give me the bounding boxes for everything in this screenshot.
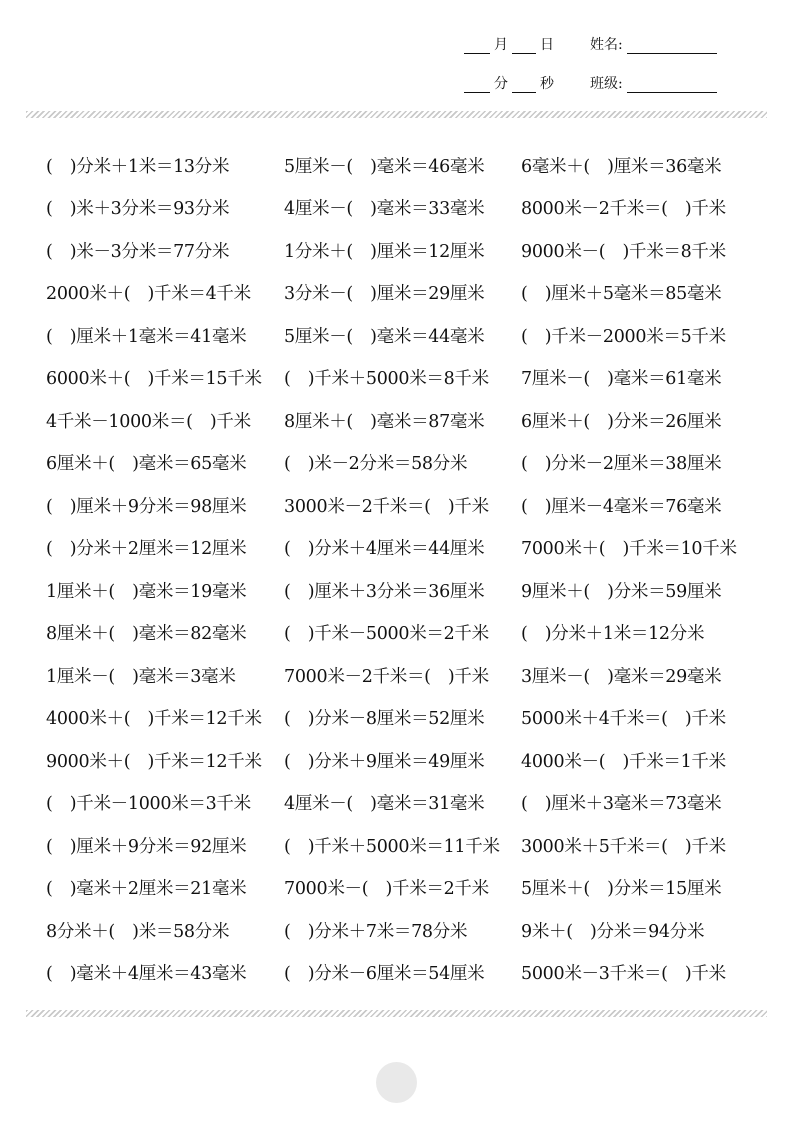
day-blank[interactable]: [512, 41, 536, 54]
conversion-problem: ( )毫米＋2厘米＝21毫米: [46, 879, 247, 900]
conversion-problem: 9000米－( )千米＝8千米: [521, 241, 726, 262]
name-field[interactable]: [627, 41, 717, 54]
conversion-problem: ( )米－3分米＝77分米: [46, 241, 230, 262]
name-label: 姓名:: [590, 37, 623, 53]
conversion-problem: 4厘米－( )毫米＝33毫米: [284, 199, 485, 220]
conversion-problem: ( )分米＋7米＝78分米: [284, 921, 468, 942]
conversion-problem: ( )厘米－4毫米＝76毫米: [521, 496, 722, 517]
conversion-problem: 7000米－2千米＝( )千米: [284, 666, 489, 687]
conversion-problem: ( )千米＋5000米＝11千米: [284, 836, 500, 857]
conversion-problem: ( )分米－6厘米＝54厘米: [284, 964, 485, 985]
conversion-problem: ( )厘米＋5毫米＝85毫米: [521, 284, 722, 305]
conversion-problem: ( )千米－1000米＝3千米: [46, 794, 251, 815]
conversion-problem: 5厘米－( )毫米＝46毫米: [284, 156, 485, 177]
conversion-problem: 1厘米＋( )毫米＝19毫米: [46, 581, 247, 602]
conversion-problem: 5厘米－( )毫米＝44毫米: [284, 326, 485, 347]
conversion-problem: ( )分米＋2厘米＝12厘米: [46, 539, 247, 560]
problem-row: [46, 484, 766, 527]
conversion-problem: 8厘米＋( )毫米＝82毫米: [46, 624, 247, 645]
conversion-problem: 4000米－( )千米＝1千米: [521, 751, 726, 772]
second-blank[interactable]: [512, 80, 536, 93]
conversion-problem: 2000米＋( )千米＝4千米: [46, 284, 251, 305]
problem-row: [46, 229, 766, 272]
conversion-problem: 3分米－( )厘米＝29厘米: [284, 284, 485, 305]
conversion-problem: ( )厘米＋3毫米＝73毫米: [521, 794, 722, 815]
conversion-problem: 1厘米－( )毫米＝3毫米: [46, 666, 236, 687]
conversion-problem: 9000米＋( )千米＝12千米: [46, 751, 262, 772]
conversion-problem: 5厘米＋( )分米＝15厘米: [521, 879, 722, 900]
conversion-problem: 3000米＋5千米＝( )千米: [521, 836, 726, 857]
time-row: [464, 73, 717, 93]
conversion-problem: ( )分米＋4厘米＝44厘米: [284, 539, 485, 560]
problem-row: [46, 187, 766, 230]
conversion-problem: ( )千米－5000米＝2千米: [284, 624, 489, 645]
conversion-problem: ( )米－2分米＝58分米: [284, 454, 468, 475]
bottom-divider: [26, 1010, 767, 1017]
problem-row: [46, 442, 766, 485]
problem-row: [46, 314, 766, 357]
problem-row: [46, 357, 766, 400]
conversion-problem: ( )分米＋1米＝12分米: [521, 624, 705, 645]
conversion-problem: 7000米＋( )千米＝10千米: [521, 539, 737, 560]
conversion-problem: ( )厘米＋1毫米＝41毫米: [46, 326, 247, 347]
conversion-problem: 6000米＋( )千米＝15千米: [46, 369, 262, 390]
conversion-problem: 7厘米－( )毫米＝61毫米: [521, 369, 722, 390]
month-label: 月: [494, 37, 508, 53]
conversion-problem: 9厘米＋( )分米＝59厘米: [521, 581, 722, 602]
conversion-problem: ( )分米＋9厘米＝49厘米: [284, 751, 485, 772]
conversion-problem: 6厘米＋( )毫米＝65毫米: [46, 454, 247, 475]
problem-grid: [46, 144, 766, 994]
conversion-problem: 4000米＋( )千米＝12千米: [46, 709, 262, 730]
conversion-problem: 8分米＋( )米＝58分米: [46, 921, 230, 942]
month-blank[interactable]: [464, 41, 490, 54]
conversion-problem: 4厘米－( )毫米＝31毫米: [284, 794, 485, 815]
class-label: 班级:: [590, 76, 623, 92]
problem-row: [46, 824, 766, 867]
minute-blank[interactable]: [464, 80, 490, 93]
conversion-problem: 5000米－3千米＝( )千米: [521, 964, 726, 985]
conversion-problem: ( )米＋3分米＝93分米: [46, 199, 230, 220]
problem-row: [46, 909, 766, 952]
problem-row: [46, 782, 766, 825]
conversion-problem: 6厘米＋( )分米＝26厘米: [521, 411, 722, 432]
conversion-problem: 5000米＋4千米＝( )千米: [521, 709, 726, 730]
minute-label: 分: [494, 76, 508, 92]
conversion-problem: 3厘米－( )毫米＝29毫米: [521, 666, 722, 687]
conversion-problem: ( )分米－8厘米＝52厘米: [284, 709, 485, 730]
problem-row: [46, 569, 766, 612]
conversion-problem: ( )分米＋1米＝13分米: [46, 156, 230, 177]
class-field[interactable]: [627, 80, 717, 93]
conversion-problem: ( )千米－2000米＝5千米: [521, 326, 726, 347]
day-label: 日: [540, 37, 554, 53]
second-label: 秒: [540, 76, 554, 92]
problem-row: [46, 654, 766, 697]
conversion-problem: 8厘米＋( )毫米＝87毫米: [284, 411, 485, 432]
problem-row: [46, 144, 766, 187]
conversion-problem: ( )厘米＋9分米＝92厘米: [46, 836, 247, 857]
problem-row: [46, 952, 766, 995]
conversion-problem: 8000米－2千米＝( )千米: [521, 199, 726, 220]
conversion-problem: 3000米－2千米＝( )千米: [284, 496, 489, 517]
conversion-problem: 4千米－1000米＝( )千米: [46, 411, 251, 432]
conversion-problem: ( )毫米＋4厘米＝43毫米: [46, 964, 247, 985]
conversion-problem: ( )分米－2厘米＝38厘米: [521, 454, 722, 475]
problem-row: [46, 527, 766, 570]
conversion-problem: ( )厘米＋3分米＝36厘米: [284, 581, 485, 602]
problem-row: [46, 612, 766, 655]
conversion-problem: 9米＋( )分米＝94分米: [521, 921, 705, 942]
problem-row: [46, 272, 766, 315]
page-number-badge: [376, 1062, 417, 1103]
conversion-problem: ( )厘米＋9分米＝98厘米: [46, 496, 247, 517]
conversion-problem: 1分米＋( )厘米＝12厘米: [284, 241, 485, 262]
problem-row: [46, 399, 766, 442]
conversion-problem: ( )千米＋5000米＝8千米: [284, 369, 489, 390]
top-divider: [26, 111, 767, 118]
problem-row: [46, 739, 766, 782]
problem-row: [46, 697, 766, 740]
problem-row: [46, 867, 766, 910]
conversion-problem: 7000米－( )千米＝2千米: [284, 879, 489, 900]
date-row: [464, 34, 717, 54]
worksheet-header: [0, 0, 793, 110]
conversion-problem: 6毫米＋( )厘米＝36毫米: [521, 156, 722, 177]
